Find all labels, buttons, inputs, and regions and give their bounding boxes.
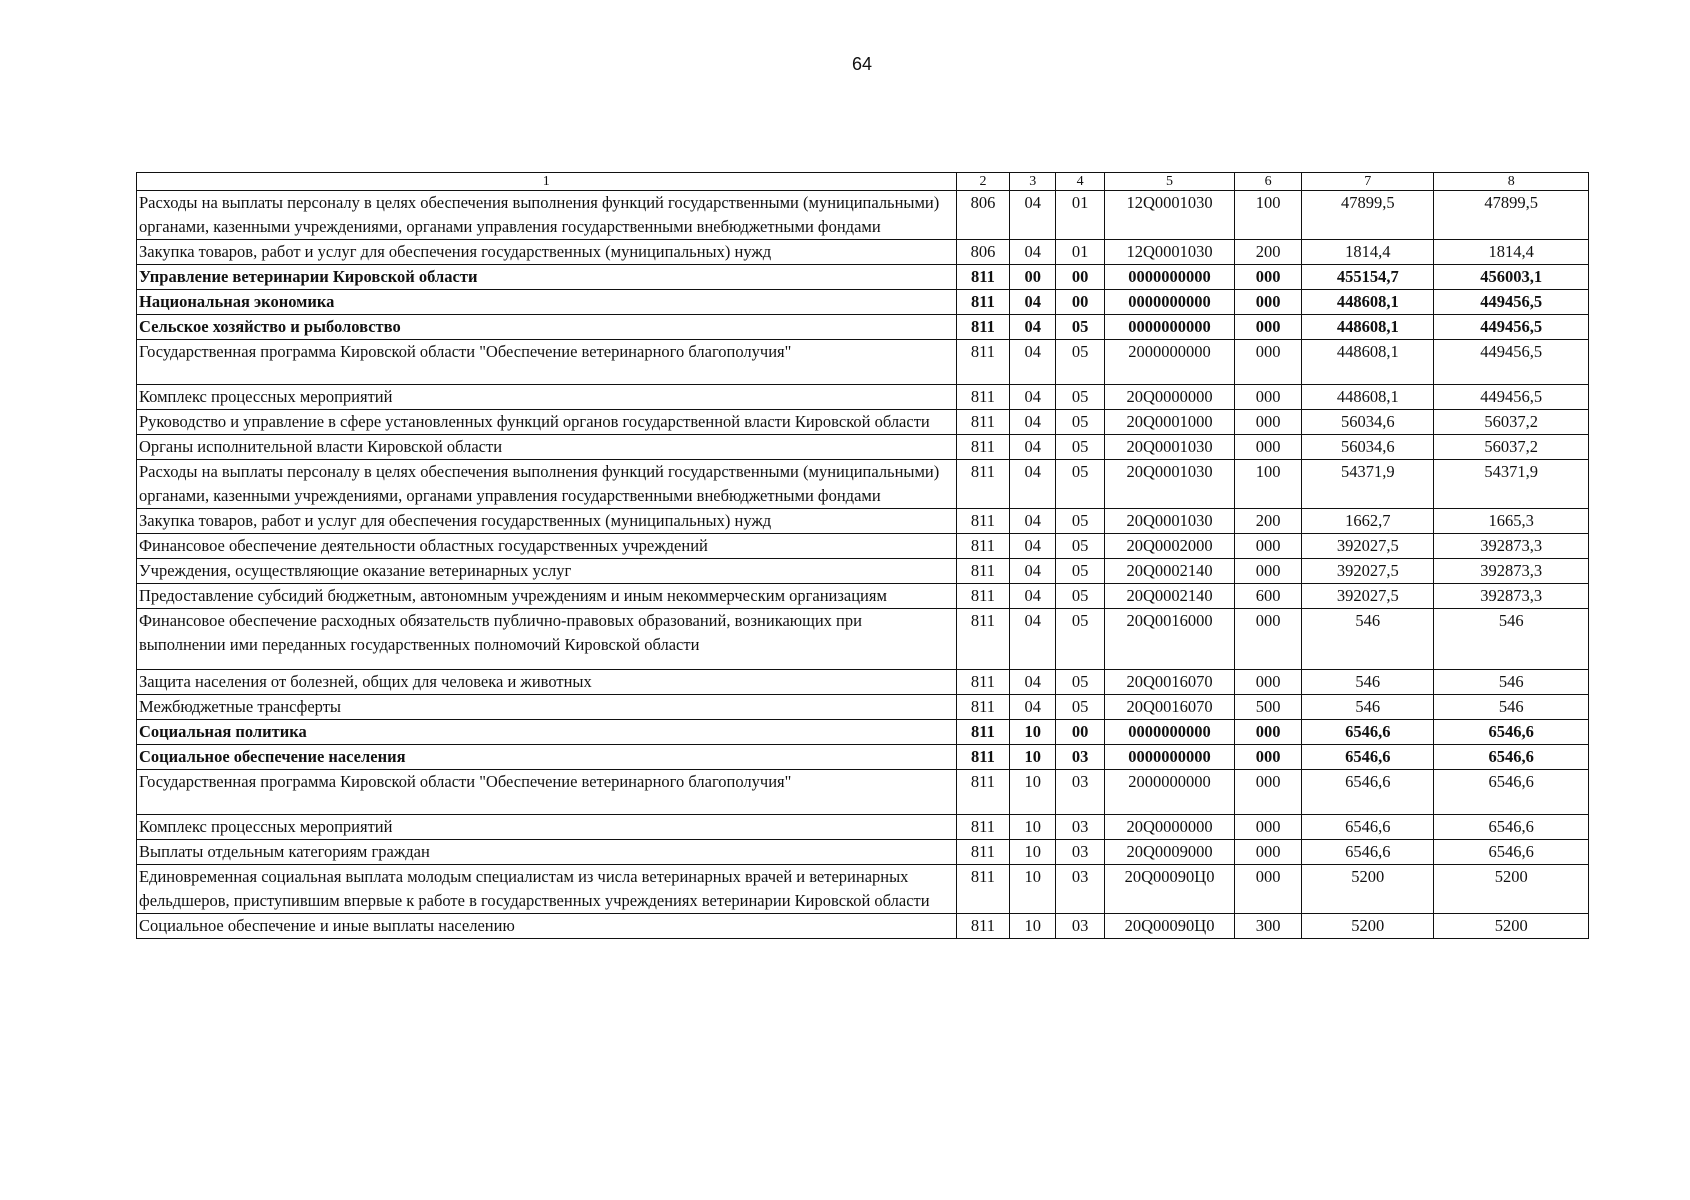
amount-year-1-cell: 392027,5 <box>1302 534 1434 559</box>
section-code-cell: 04 <box>1010 460 1056 509</box>
expense-type-code-cell: 000 <box>1235 435 1302 460</box>
table-row <box>137 559 1589 584</box>
subsection-code-cell: 05 <box>1056 509 1105 534</box>
amount-year-1-cell: 5200 <box>1302 865 1434 914</box>
expense-name-cell: Финансовое обеспечение расходных обязательств публично-правовых образований, возникающих при выполнении ими переданных государственных полномочий Кировской области <box>137 609 957 670</box>
ministry-code-cell: 811 <box>956 385 1010 410</box>
table-row <box>137 865 1589 914</box>
expense-name-cell: Социальное обеспечение населения <box>137 745 957 770</box>
expense-type-code-cell: 000 <box>1235 745 1302 770</box>
target-article-code-cell: 20Q0000000 <box>1104 385 1234 410</box>
amount-year-2-cell: 56037,2 <box>1434 410 1589 435</box>
expense-type-code-cell: 000 <box>1235 315 1302 340</box>
expense-type-code-cell: 000 <box>1235 609 1302 670</box>
section-code-cell: 04 <box>1010 290 1056 315</box>
table-row <box>137 745 1589 770</box>
expense-type-code-cell: 000 <box>1235 865 1302 914</box>
table-row <box>137 290 1589 315</box>
column-number-5: 5 <box>1104 173 1234 191</box>
amount-year-1-cell: 47899,5 <box>1302 191 1434 240</box>
amount-year-2-cell: 1665,3 <box>1434 509 1589 534</box>
amount-year-1-cell: 54371,9 <box>1302 460 1434 509</box>
amount-year-2-cell: 546 <box>1434 670 1589 695</box>
table-row <box>137 770 1589 815</box>
target-article-code-cell: 20Q0002140 <box>1104 584 1234 609</box>
column-number-6: 6 <box>1235 173 1302 191</box>
amount-year-2-cell: 1814,4 <box>1434 240 1589 265</box>
ministry-code-cell: 811 <box>956 290 1010 315</box>
expense-type-code-cell: 000 <box>1235 840 1302 865</box>
amount-year-2-cell: 546 <box>1434 695 1589 720</box>
section-code-cell: 04 <box>1010 340 1056 385</box>
ministry-code-cell: 811 <box>956 559 1010 584</box>
section-code-cell: 04 <box>1010 410 1056 435</box>
subsection-code-cell: 05 <box>1056 609 1105 670</box>
expense-name-cell: Комплекс процессных мероприятий <box>137 815 957 840</box>
column-number-3: 3 <box>1010 173 1056 191</box>
table-row <box>137 509 1589 534</box>
section-code-cell: 04 <box>1010 534 1056 559</box>
subsection-code-cell: 05 <box>1056 584 1105 609</box>
ministry-code-cell: 811 <box>956 695 1010 720</box>
amount-year-1-cell: 1662,7 <box>1302 509 1434 534</box>
amount-year-1-cell: 6546,6 <box>1302 745 1434 770</box>
expense-type-code-cell: 100 <box>1235 191 1302 240</box>
target-article-code-cell: 0000000000 <box>1104 290 1234 315</box>
expense-type-code-cell: 000 <box>1235 290 1302 315</box>
column-number-4: 4 <box>1056 173 1105 191</box>
section-code-cell: 10 <box>1010 745 1056 770</box>
expense-name-cell: Органы исполнительной власти Кировской области <box>137 435 957 460</box>
expense-name-cell: Межбюджетные трансферты <box>137 695 957 720</box>
expense-type-code-cell: 000 <box>1235 385 1302 410</box>
amount-year-1-cell: 546 <box>1302 695 1434 720</box>
amount-year-2-cell: 5200 <box>1434 914 1589 939</box>
subsection-code-cell: 05 <box>1056 695 1105 720</box>
subsection-code-cell: 05 <box>1056 559 1105 584</box>
target-article-code-cell: 0000000000 <box>1104 315 1234 340</box>
table-row <box>137 385 1589 410</box>
table-row <box>137 695 1589 720</box>
target-article-code-cell: 20Q00090Ц0 <box>1104 914 1234 939</box>
ministry-code-cell: 811 <box>956 410 1010 435</box>
section-code-cell: 10 <box>1010 720 1056 745</box>
subsection-code-cell: 05 <box>1056 460 1105 509</box>
ministry-code-cell: 811 <box>956 840 1010 865</box>
amount-year-1-cell: 392027,5 <box>1302 559 1434 584</box>
amount-year-1-cell: 448608,1 <box>1302 340 1434 385</box>
amount-year-1-cell: 448608,1 <box>1302 385 1434 410</box>
target-article-code-cell: 20Q0000000 <box>1104 815 1234 840</box>
amount-year-1-cell: 6546,6 <box>1302 840 1434 865</box>
expense-name-cell: Защита населения от болезней, общих для человека и животных <box>137 670 957 695</box>
subsection-code-cell: 03 <box>1056 914 1105 939</box>
target-article-code-cell: 12Q0001030 <box>1104 240 1234 265</box>
expense-name-cell: Единовременная социальная выплата молодым специалистам из числа ветеринарных врачей и ветеринарных фельдшеров, приступившим впервые к работе в государственных учреждениях ветеринарии Кировской области <box>137 865 957 914</box>
column-number-7: 7 <box>1302 173 1434 191</box>
column-number-1: 1 <box>137 173 957 191</box>
amount-year-1-cell: 546 <box>1302 609 1434 670</box>
section-code-cell: 04 <box>1010 559 1056 584</box>
expense-type-code-cell: 200 <box>1235 240 1302 265</box>
expense-name-cell: Управление ветеринарии Кировской области <box>137 265 957 290</box>
amount-year-1-cell: 5200 <box>1302 914 1434 939</box>
amount-year-1-cell: 56034,6 <box>1302 410 1434 435</box>
expense-name-cell: Учреждения, осуществляющие оказание ветеринарных услуг <box>137 559 957 584</box>
subsection-code-cell: 03 <box>1056 770 1105 815</box>
section-code-cell: 04 <box>1010 509 1056 534</box>
target-article-code-cell: 20Q0001030 <box>1104 460 1234 509</box>
target-article-code-cell: 2000000000 <box>1104 340 1234 385</box>
ministry-code-cell: 811 <box>956 670 1010 695</box>
target-article-code-cell: 20Q00090Ц0 <box>1104 865 1234 914</box>
expense-type-code-cell: 000 <box>1235 340 1302 385</box>
expense-name-cell: Национальная экономика <box>137 290 957 315</box>
subsection-code-cell: 03 <box>1056 865 1105 914</box>
ministry-code-cell: 806 <box>956 240 1010 265</box>
expense-type-code-cell: 000 <box>1235 770 1302 815</box>
expense-name-cell: Выплаты отдельным категориям граждан <box>137 840 957 865</box>
ministry-code-cell: 811 <box>956 609 1010 670</box>
section-code-cell: 10 <box>1010 770 1056 815</box>
amount-year-2-cell: 56037,2 <box>1434 435 1589 460</box>
subsection-code-cell: 01 <box>1056 191 1105 240</box>
table-row <box>137 609 1589 670</box>
amount-year-2-cell: 6546,6 <box>1434 840 1589 865</box>
subsection-code-cell: 03 <box>1056 840 1105 865</box>
expense-type-code-cell: 600 <box>1235 584 1302 609</box>
section-code-cell: 04 <box>1010 609 1056 670</box>
expense-type-code-cell: 500 <box>1235 695 1302 720</box>
table-row <box>137 410 1589 435</box>
amount-year-2-cell: 6546,6 <box>1434 815 1589 840</box>
expense-name-cell: Расходы на выплаты персоналу в целях обеспечения выполнения функций государственными (муниципальными) органами, казенными учреждениями, органами управления государственными внебюджетными фондами <box>137 460 957 509</box>
table-row <box>137 815 1589 840</box>
target-article-code-cell: 0000000000 <box>1104 265 1234 290</box>
target-article-code-cell: 20Q0002140 <box>1104 559 1234 584</box>
ministry-code-cell: 811 <box>956 865 1010 914</box>
ministry-code-cell: 811 <box>956 720 1010 745</box>
amount-year-2-cell: 449456,5 <box>1434 315 1589 340</box>
ministry-code-cell: 811 <box>956 435 1010 460</box>
target-article-code-cell: 20Q0016000 <box>1104 609 1234 670</box>
amount-year-1-cell: 56034,6 <box>1302 435 1434 460</box>
ministry-code-cell: 811 <box>956 914 1010 939</box>
amount-year-2-cell: 392873,3 <box>1434 534 1589 559</box>
subsection-code-cell: 00 <box>1056 720 1105 745</box>
expense-type-code-cell: 200 <box>1235 509 1302 534</box>
section-code-cell: 04 <box>1010 191 1056 240</box>
amount-year-1-cell: 448608,1 <box>1302 315 1434 340</box>
column-number-row <box>137 173 1589 191</box>
section-code-cell: 04 <box>1010 695 1056 720</box>
section-code-cell: 04 <box>1010 670 1056 695</box>
section-code-cell: 10 <box>1010 914 1056 939</box>
expense-name-cell: Социальная политика <box>137 720 957 745</box>
subsection-code-cell: 05 <box>1056 435 1105 460</box>
target-article-code-cell: 20Q0002000 <box>1104 534 1234 559</box>
expense-name-cell: Сельское хозяйство и рыболовство <box>137 315 957 340</box>
subsection-code-cell: 05 <box>1056 670 1105 695</box>
target-article-code-cell: 20Q0001000 <box>1104 410 1234 435</box>
table-row <box>137 670 1589 695</box>
amount-year-2-cell: 449456,5 <box>1434 385 1589 410</box>
expense-type-code-cell: 000 <box>1235 265 1302 290</box>
amount-year-1-cell: 6546,6 <box>1302 720 1434 745</box>
subsection-code-cell: 03 <box>1056 745 1105 770</box>
target-article-code-cell: 20Q0016070 <box>1104 695 1234 720</box>
subsection-code-cell: 01 <box>1056 240 1105 265</box>
expense-name-cell: Расходы на выплаты персоналу в целях обеспечения выполнения функций государственными (муниципальными) органами, казенными учреждениями, органами управления государственными внебюджетными фондами <box>137 191 957 240</box>
amount-year-2-cell: 449456,5 <box>1434 290 1589 315</box>
amount-year-1-cell: 392027,5 <box>1302 584 1434 609</box>
section-code-cell: 04 <box>1010 385 1056 410</box>
page-number: 64 <box>851 54 873 74</box>
table-row <box>137 914 1589 939</box>
expense-name-cell: Закупка товаров, работ и услуг для обеспечения государственных (муниципальных) нужд <box>137 240 957 265</box>
ministry-code-cell: 806 <box>956 191 1010 240</box>
expense-type-code-cell: 300 <box>1235 914 1302 939</box>
target-article-code-cell: 20Q0001030 <box>1104 509 1234 534</box>
section-code-cell: 04 <box>1010 315 1056 340</box>
amount-year-2-cell: 392873,3 <box>1434 584 1589 609</box>
amount-year-1-cell: 546 <box>1302 670 1434 695</box>
ministry-code-cell: 811 <box>956 315 1010 340</box>
section-code-cell: 10 <box>1010 865 1056 914</box>
ministry-code-cell: 811 <box>956 460 1010 509</box>
table-row <box>137 460 1589 509</box>
amount-year-2-cell: 449456,5 <box>1434 340 1589 385</box>
subsection-code-cell: 03 <box>1056 815 1105 840</box>
table-row <box>137 584 1589 609</box>
target-article-code-cell: 0000000000 <box>1104 720 1234 745</box>
ministry-code-cell: 811 <box>956 815 1010 840</box>
ministry-code-cell: 811 <box>956 770 1010 815</box>
expense-name-cell: Финансовое обеспечение деятельности областных государственных учреждений <box>137 534 957 559</box>
expense-type-code-cell: 000 <box>1235 559 1302 584</box>
expense-name-cell: Социальное обеспечение и иные выплаты населению <box>137 914 957 939</box>
table-row <box>137 435 1589 460</box>
expense-name-cell: Государственная программа Кировской области "Обеспечение ветеринарного благополучия" <box>137 340 957 385</box>
amount-year-1-cell: 455154,7 <box>1302 265 1434 290</box>
amount-year-2-cell: 392873,3 <box>1434 559 1589 584</box>
column-number-8: 8 <box>1434 173 1589 191</box>
table-row <box>137 840 1589 865</box>
table-row <box>137 534 1589 559</box>
amount-year-2-cell: 6546,6 <box>1434 720 1589 745</box>
expense-type-code-cell: 000 <box>1235 670 1302 695</box>
budget-table <box>136 172 1589 939</box>
amount-year-2-cell: 54371,9 <box>1434 460 1589 509</box>
subsection-code-cell: 05 <box>1056 340 1105 385</box>
expense-name-cell: Руководство и управление в сфере установленных функций органов государственной власти Кировской области <box>137 410 957 435</box>
amount-year-1-cell: 448608,1 <box>1302 290 1434 315</box>
subsection-code-cell: 00 <box>1056 265 1105 290</box>
section-code-cell: 10 <box>1010 815 1056 840</box>
section-code-cell: 10 <box>1010 840 1056 865</box>
amount-year-2-cell: 456003,1 <box>1434 265 1589 290</box>
expense-type-code-cell: 000 <box>1235 534 1302 559</box>
target-article-code-cell: 20Q0001030 <box>1104 435 1234 460</box>
table-row <box>137 315 1589 340</box>
target-article-code-cell: 0000000000 <box>1104 745 1234 770</box>
amount-year-2-cell: 6546,6 <box>1434 745 1589 770</box>
table-row <box>137 265 1589 290</box>
table-row <box>137 240 1589 265</box>
subsection-code-cell: 05 <box>1056 385 1105 410</box>
subsection-code-cell: 05 <box>1056 534 1105 559</box>
expense-type-code-cell: 000 <box>1235 720 1302 745</box>
amount-year-1-cell: 6546,6 <box>1302 770 1434 815</box>
expense-name-cell: Предоставление субсидий бюджетным, автономным учреждениям и иным некоммерческим организациям <box>137 584 957 609</box>
ministry-code-cell: 811 <box>956 745 1010 770</box>
target-article-code-cell: 20Q0009000 <box>1104 840 1234 865</box>
amount-year-2-cell: 5200 <box>1434 865 1589 914</box>
expense-name-cell: Государственная программа Кировской области "Обеспечение ветеринарного благополучия" <box>137 770 957 815</box>
table-row <box>137 191 1589 240</box>
subsection-code-cell: 05 <box>1056 315 1105 340</box>
target-article-code-cell: 2000000000 <box>1104 770 1234 815</box>
expense-name-cell: Комплекс процессных мероприятий <box>137 385 957 410</box>
ministry-code-cell: 811 <box>956 534 1010 559</box>
table-row <box>137 720 1589 745</box>
section-code-cell: 04 <box>1010 584 1056 609</box>
section-code-cell: 04 <box>1010 435 1056 460</box>
expense-name-cell: Закупка товаров, работ и услуг для обеспечения государственных (муниципальных) нужд <box>137 509 957 534</box>
amount-year-2-cell: 546 <box>1434 609 1589 670</box>
subsection-code-cell: 00 <box>1056 290 1105 315</box>
table-row <box>137 340 1589 385</box>
ministry-code-cell: 811 <box>956 509 1010 534</box>
amount-year-1-cell: 1814,4 <box>1302 240 1434 265</box>
ministry-code-cell: 811 <box>956 584 1010 609</box>
target-article-code-cell: 12Q0001030 <box>1104 191 1234 240</box>
target-article-code-cell: 20Q0016070 <box>1104 670 1234 695</box>
amount-year-2-cell: 6546,6 <box>1434 770 1589 815</box>
section-code-cell: 00 <box>1010 265 1056 290</box>
ministry-code-cell: 811 <box>956 265 1010 290</box>
amount-year-1-cell: 6546,6 <box>1302 815 1434 840</box>
expense-type-code-cell: 100 <box>1235 460 1302 509</box>
expense-type-code-cell: 000 <box>1235 815 1302 840</box>
section-code-cell: 04 <box>1010 240 1056 265</box>
subsection-code-cell: 05 <box>1056 410 1105 435</box>
ministry-code-cell: 811 <box>956 340 1010 385</box>
amount-year-2-cell: 47899,5 <box>1434 191 1589 240</box>
expense-type-code-cell: 000 <box>1235 410 1302 435</box>
table-body <box>137 191 1589 939</box>
column-number-2: 2 <box>956 173 1010 191</box>
